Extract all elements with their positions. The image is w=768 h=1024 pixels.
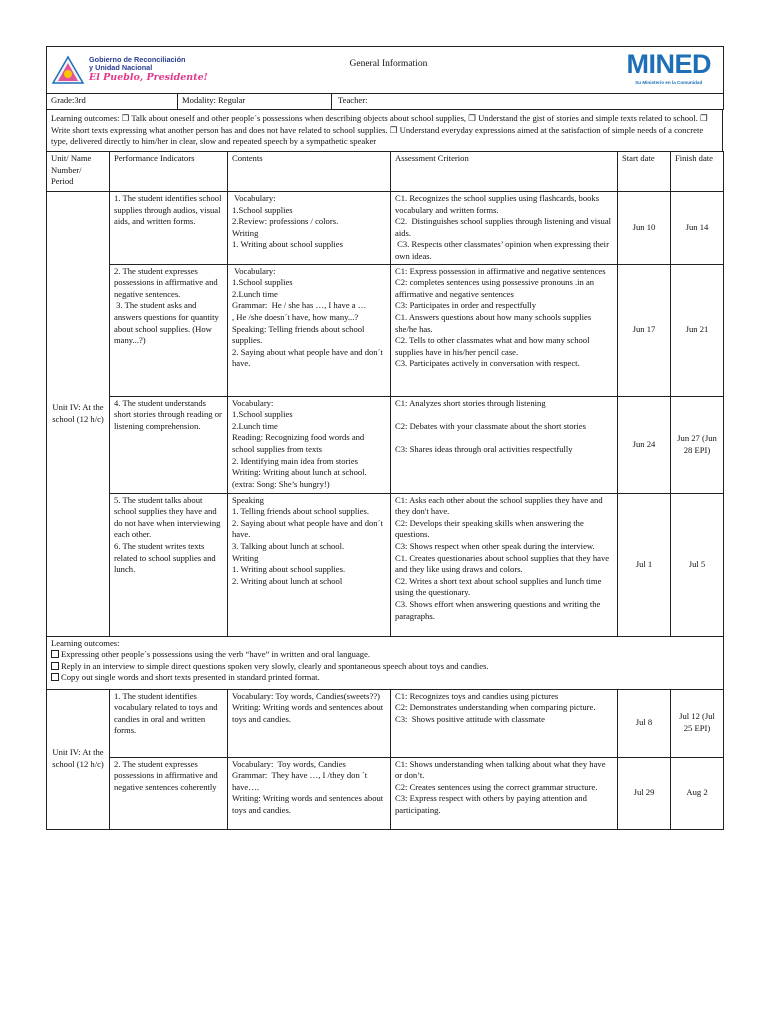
modality-field: Modality: Regular	[178, 94, 332, 110]
document-title: General Information	[332, 47, 482, 94]
gov-slogan: El Pueblo, Presidente!	[89, 72, 208, 84]
mined-tagline: Su Ministerio en la Comunidad	[635, 80, 703, 86]
indicator-cell: 2. The student expresses possessions in affirmative and negative sentences coherently	[110, 757, 228, 829]
table-row	[47, 264, 724, 396]
outcomes-row	[47, 636, 724, 689]
finish-date: Jul 5	[671, 493, 724, 636]
government-logo-cell	[47, 47, 332, 94]
indicator-cell: 1. The student identifies vocabulary related to toys and candies in oral and written forms.	[110, 689, 228, 757]
mined-logo-cell	[482, 47, 724, 94]
contents-cell: Vocabulary: 1.School supplies 2.Review: professions / colors. Writing 1. Writing about school supplies	[228, 192, 391, 265]
contents-cell: Vocabulary: Toy words, Candies(sweets??) Writing: Writing words and sentences about toys and candies.	[228, 689, 391, 757]
learning-outcomes-2: Learning outcomes: Expressing other people´s possessions using the verb “have” in written and oral language. Reply in an interview to simple direct questions spoken very slowly, clearly and spontaneous speech about toys and candies. Copy out single words and short texts presented in standard printed format.	[47, 636, 724, 689]
finish-date: Jun 27 (Jun 28 EPI)	[671, 396, 724, 493]
unit-label: Unit IV: At the school (12 h/c)	[47, 689, 110, 829]
criteria-cell: C1: Express possession in affirmative and negative sentences C2: completes sentences using possessive pronouns .in an affirmative and negative sentences C3: Participates in order and respectfully C1. Answers questions about how many schools supplies she/he has. C2. Tells to other classmates what and how many school supplies have in his/her pencil case. C3. Participates actively in conversation with respect.	[391, 264, 618, 396]
outcomes-table	[46, 109, 723, 152]
table-row	[47, 689, 724, 757]
table-row	[47, 192, 724, 265]
criteria-cell: C1: Shows understanding when talking about what they have or don’t. C2: Creates sentences using the correct grammar structure. C3: Express respect with others by paying attention and participating.	[391, 757, 618, 829]
indicator-cell: 4. The student understands short stories through reading or listening comprehension.	[110, 396, 228, 493]
contents-cell: Vocabulary: Toy words, Candies Grammar: They have …, I /they don ´t have…. Writing: Writing words and sentences about toys and candies.	[228, 757, 391, 829]
column-header: Unit/ Name Number/ Period	[47, 152, 110, 192]
column-header-row	[47, 152, 724, 192]
finish-date: Jun 14	[671, 192, 724, 265]
indicator-cell: 1. The student identifies school supplies through audios, visual aids, and written forms.	[110, 192, 228, 265]
plan-table	[46, 151, 724, 830]
teacher-field: Teacher:	[332, 94, 724, 110]
contents-cell: Vocabulary: 1.School supplies 2.Lunch time Reading: Recognizing food words and school supplies from texts 2. Identifying main idea from stories Writing: Writing about lunch at school. (extra: Song: She’s hungry!)	[228, 396, 391, 493]
checkbox-icon	[51, 673, 59, 681]
gov-line-1: Gobierno de Reconciliación	[89, 55, 186, 65]
learning-outcomes-text: Learning outcomes: ❐ Talk about oneself and other people´s possessions when describing objects about school supplies, ❐ Understand the gist of stories and simple texts related to school. ❐ Write short texts expressing what another person has and does not have related to school supplies. ❐ Understand everyday expressions aimed at the satisfaction of simple needs of a concrete type, delivered directly to him/her in clear, slow and repeated speech by a sympathetic speaker	[47, 110, 723, 152]
column-header: Assessment Criterion	[391, 152, 618, 192]
lesson-plan-document	[46, 46, 723, 830]
start-date: Jun 17	[618, 264, 671, 396]
unit-label: Unit IV: At the school (12 h/c)	[47, 192, 110, 637]
mined-logo: MINED	[626, 49, 711, 80]
criteria-cell: C1: Analyzes short stories through listening C2: Debates with your classmate about the short stories C3: Shares ideas through oral activities respectfully	[391, 396, 618, 493]
outcomes-title: Learning outcomes:	[51, 637, 120, 648]
contents-cell: Speaking 1. Telling friends about school supplies. 2. Saying about what people have and don´t have. 3. Talking about lunch at school. Writing 1. Writing about school supplies. 2. Writing about lunch at school	[228, 493, 391, 636]
column-header: Contents	[228, 152, 391, 192]
finish-date: Jul 12 (Jul 25 EPI)	[671, 689, 724, 757]
table-row	[47, 757, 724, 829]
finish-date: Aug 2	[671, 757, 724, 829]
checkbox-icon	[51, 650, 59, 658]
grade-field: Grade:3rd	[47, 94, 178, 110]
criteria-cell: C1: Asks each other about the school supplies they have and they don't have. C2: Develops their speaking skills when answering the questions. C3: Shows respect when other speak during the interview. C1. Creates questionaries about school supplies that they have and they like using draws and colors. C2. Writes a short text about school supplies and lunch time using the questionary. C3. Shows effort when answering questions and writing the paragraphs.	[391, 493, 618, 636]
header-table	[46, 46, 724, 94]
table-row	[47, 493, 724, 636]
table-row	[47, 396, 724, 493]
start-date: Jun 24	[618, 396, 671, 493]
start-date: Jun 10	[618, 192, 671, 265]
column-header: Finish date	[671, 152, 724, 192]
grade-table	[46, 93, 724, 110]
criteria-cell: C1: Recognizes toys and candies using pictures C2: Demonstrates understanding when comparing picture. C3: Shows positive attitude with classmate	[391, 689, 618, 757]
start-date: Jul 1	[618, 493, 671, 636]
indicator-cell: 2. The student expresses possessions in affirmative and negative sentences. 3. The student asks and answers questions for quantity about school supplies. (How many...?)	[110, 264, 228, 396]
column-header: Start date	[618, 152, 671, 192]
start-date: Jul 29	[618, 757, 671, 829]
contents-cell: Vocabulary: 1.School supplies 2.Lunch time Grammar: He / she has …, I have a … , He /she doesn´t have, how many...? Speaking: Telling friends about school supplies. 2. Saying about what people have and don´t have.	[228, 264, 391, 396]
government-triangle-logo	[51, 55, 85, 85]
start-date: Jul 8	[618, 689, 671, 757]
column-header: Performance Indicators	[110, 152, 228, 192]
finish-date: Jun 21	[671, 264, 724, 396]
gov-line-2: y Unidad Nacional	[89, 63, 153, 73]
criteria-cell: C1. Recognizes the school supplies using flashcards, books vocabulary and written forms. C2. Distinguishes school supplies through listening and visual aids. C3. Respects other classmates’ opinion when expressing their own ideas.	[391, 192, 618, 265]
checkbox-icon	[51, 662, 59, 670]
indicator-cell: 5. The student talks about school supplies they have and do not have when interviewing each other. 6. The student writes texts related to school supplies and lunch.	[110, 493, 228, 636]
